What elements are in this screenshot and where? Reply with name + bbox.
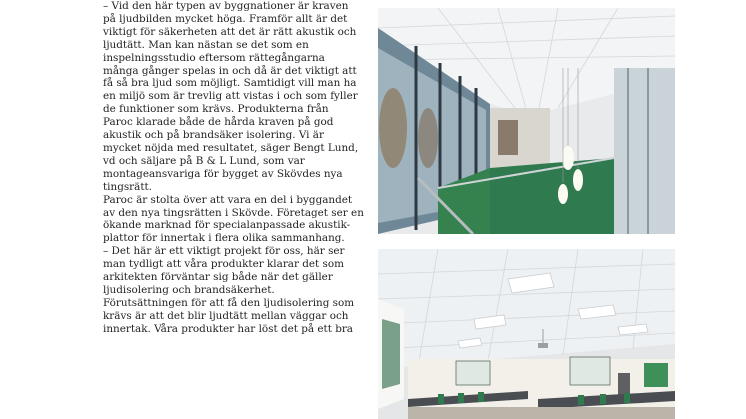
- paragraph-quote-bengt-lund: – Vid den här typen av byggnationer är kraven på ljudbilden mycket höga. Framför allt är det viktigt för säkerheten att det är rätt akustik och ljudtätt. Man kan nästan se det som en inspelningsstudio eftersom rättegångarna många gånger spelas in och då är det viktigt att få så bra ljud som möjligt. Samtidigt vill man ha en miljö som är trevlig att vistas i och som fyller de funktioner som krävs. Produkterna från Paroc klarade både de hårda kraven på god akustik och på brandsäker isolering. Vi är mycket nöjda med resultatet, säger Bengt Lund, vd och säljare på B & L Lund, som var montageansvariga för bygget av Skövdes nya tingsrätt.: [103, 0, 359, 193]
- paragraph-paroc-proud: Paroc är stolta över att vara en del i byggandet av den nya tingsrätten i Skövde. Företaget ser en ökande marknad för specialanpassade akustik- plattor för innertak i flera olika sammanhang.: [103, 193, 364, 245]
- courtroom-illustration: [378, 249, 675, 419]
- courtroom-photo: [378, 249, 675, 419]
- paragraph-important-project: – Det här är ett viktigt projekt för oss, här ser man tydligt att våra produkter klarar det som arkitekten förväntar sig både när det gäller ljudisolering och brandsäkerhet. Förutsättningen för att få den ljudisolering som krävs är att det blir ljudtätt mellan väggar och innertak. Våra produkter har löst det på ett bra: [103, 245, 355, 335]
- article-text-column: [103, 0, 365, 336]
- corridor-photo: [378, 8, 675, 234]
- corridor-illustration: [378, 8, 675, 234]
